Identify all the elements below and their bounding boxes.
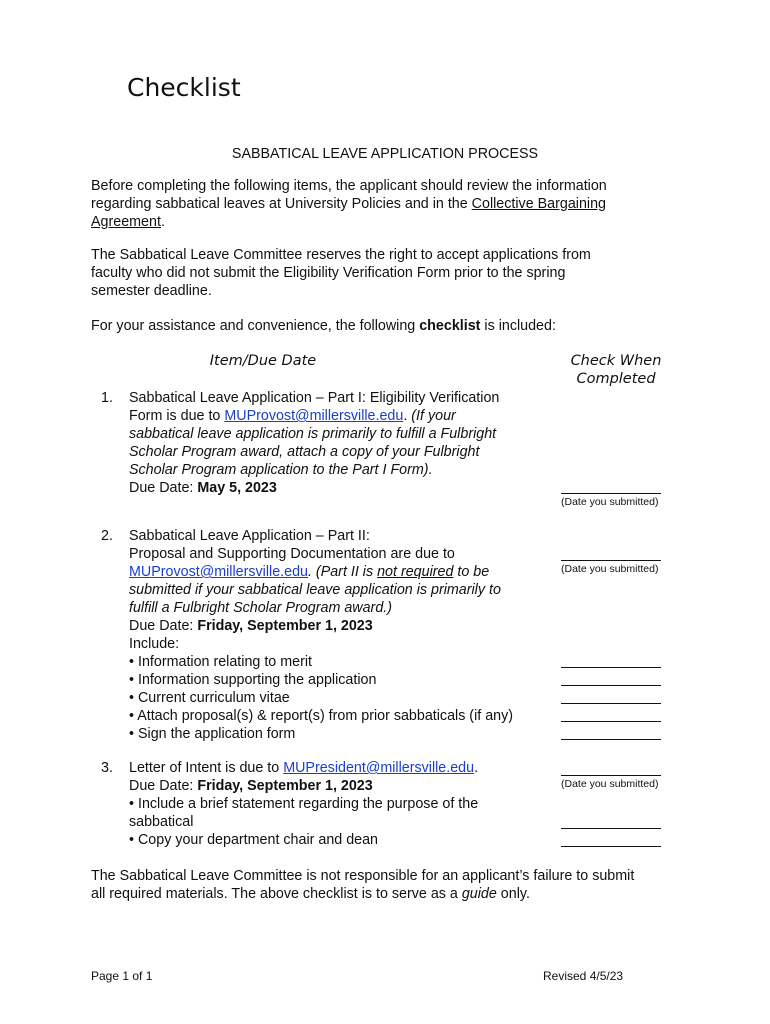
date-line[interactable] [561,560,661,561]
column-header-item: Item/Due Date [209,353,317,369]
item-number: 3. [101,760,113,776]
date-note: (Date you submitted) [561,496,659,508]
include-bullet: • Information relating to merit [129,654,312,670]
date-line[interactable] [561,739,661,740]
date-line[interactable] [561,828,661,829]
date-note: (Date you submitted) [561,563,659,575]
date-line[interactable] [561,493,661,494]
column-header-check: Check When Completed [570,353,662,387]
checklist-intro: For your assistance and convenience, the following checklist is included: [91,318,556,334]
date-line[interactable] [561,703,661,704]
provost-email-link[interactable]: MUProvost@millersville.edu [129,564,308,580]
intro-paragraph: Before completing the following items, the applicant should review the information regarding sabbatical leaves at University Policies and in the Collective Bargaining Agreement. [91,178,607,230]
include-bullet: • Sign the application form [129,726,296,742]
committee-paragraph: The Sabbatical Leave Committee reserves the right to accept applications from faculty who did not submit the Eligibility Verification Form prior to the spring semester deadline. [91,247,591,299]
checklist-item-1: Sabbatical Leave Application – Part I: Eligibility Verification Form is due to MUProvost@millersville.edu. (If your sabbatical leave application is primarily to fulfill a Fulbright Scholar Program award, attach a copy of your Fulbright Scholar Program application to the Part I Form). Due Date: May 5, 2023 [129,390,500,496]
date-note: (Date you submitted) [561,778,659,790]
cba-link-cont[interactable]: Agreement [91,214,161,230]
date-line[interactable] [561,685,661,686]
date-line[interactable] [561,846,661,847]
provost-email-link[interactable]: MUProvost@millersville.edu [224,408,404,424]
item-number: 1. [101,390,113,406]
revised-date: Revised 4/5/23 [543,969,624,983]
closing-paragraph: The Sabbatical Leave Committee is not responsible for an applicant’s failure to submit all required materials. The above checklist is to serve as a guide only. [91,868,635,902]
include-bullet: • Current curriculum vitae [129,690,290,706]
item-number: 2. [101,528,113,544]
date-line[interactable] [561,775,661,776]
document-subtitle: SABBATICAL LEAVE APPLICATION PROCESS [231,146,539,162]
checklist-item-3: Letter of Intent is due to MUPresident@millersville.edu. Due Date: Friday, September 1, 2023 • Include a brief statement regarding the purpose of the sabbatical • Copy your department chair and dean [129,760,479,848]
date-line[interactable] [561,667,661,668]
cba-link[interactable]: Collective Bargaining [471,196,606,212]
president-email-link[interactable]: MUPresident@millersville.edu [283,760,475,776]
checklist-item-2: Sabbatical Leave Application – Part II: Proposal and Supporting Documentation are due to MUProvost@millersville.edu. (Part II is not required to be submitted if your sabbatical leave application is primarily to fulfill a Fulbright Scholar Program award.) Due Date: Friday, September 1, 2023 Include: • Information relating to merit • Information supporting the application • Current curriculum vitae • Attach proposal(s) & report(s) from prior sabbaticals (if any) • Sign the application form [129,527,549,743]
include-bullet: • Information supporting the application [129,672,377,688]
date-line[interactable] [561,721,661,722]
page-title: Checklist [127,73,241,102]
page-number: Page 1 of 1 [91,969,153,983]
include-bullet: • Attach proposal(s) & report(s) from prior sabbaticals (if any) [129,708,514,724]
